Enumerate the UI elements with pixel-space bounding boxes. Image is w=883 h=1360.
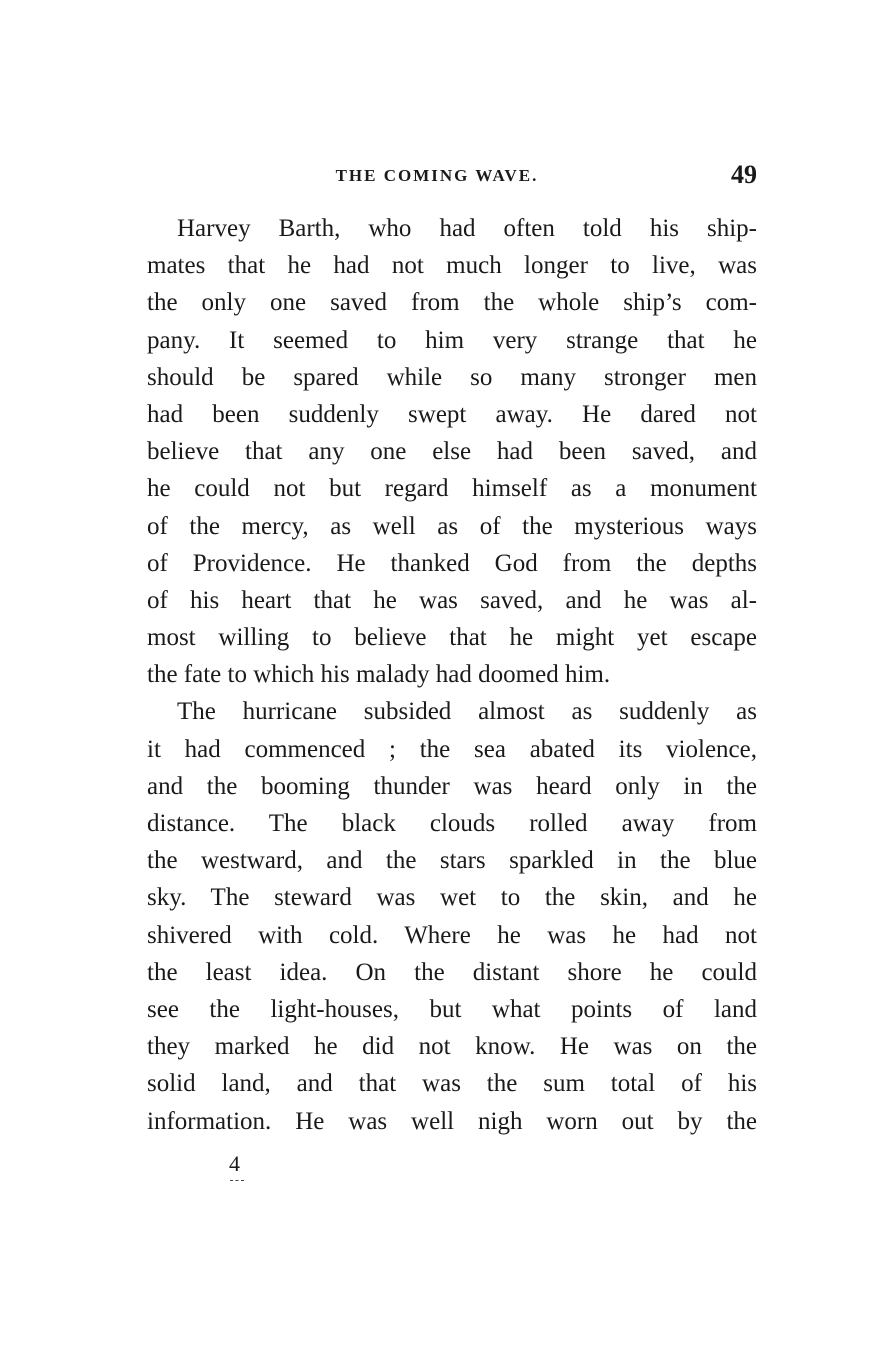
text-line: solid land, and that was the sum total of his: [147, 1070, 757, 1098]
text-line: shivered with cold. Where he was he had not: [147, 921, 757, 949]
text-line: The hurricane subsided almost as suddenly as: [177, 698, 757, 726]
text-line: pany. It seemed to him very strange that he: [147, 326, 757, 354]
text-line: distance. The black clouds rolled away from: [147, 810, 757, 837]
text-line: mates that he had not much longer to live, was: [147, 252, 757, 280]
running-title: THE COMING WAVE.: [335, 166, 539, 185]
page-number: 49: [731, 160, 757, 189]
text-line: Harvey Barth, who had often told his ship-: [177, 215, 757, 242]
text-line: should be spared while so many stronger men: [147, 363, 757, 391]
text-line: it had commenced ; the sea abated its violence,: [147, 735, 757, 763]
signature-mark: 4: [229, 1151, 240, 1176]
text-line: the westward, and the stars sparkled in the blue: [147, 847, 757, 875]
text-line: the fate to which his malady had doomed him.: [147, 661, 611, 689]
text-line: the only one saved from the whole ship’s com-: [147, 289, 757, 317]
text-line: had been suddenly swept away. He dared not: [147, 400, 757, 428]
body-text: [147, 210, 757, 1140]
text-line: he could not but regard himself as a monument: [147, 475, 757, 503]
text-line: of his heart that he was saved, and he was al-: [147, 586, 757, 614]
running-head: [147, 160, 757, 194]
text-line: sky. The steward was wet to the skin, and he: [147, 884, 757, 912]
text-line: and the booming thunder was heard only in the: [147, 772, 757, 800]
text-line: they marked he did not know. He was on the: [147, 1033, 757, 1061]
text-line: the least idea. On the distant shore he could: [147, 958, 757, 986]
text-line: information. He was well nigh worn out by the: [147, 1107, 757, 1135]
text-line: most willing to believe that he might yet escape: [147, 624, 757, 652]
text-line: of Providence. He thanked God from the depths: [147, 549, 757, 577]
text-line: believe that any one else had been saved, and: [147, 438, 757, 466]
signature-underline: [230, 1180, 244, 1183]
text-line: of the mercy, as well as of the mysterious ways: [147, 512, 757, 540]
text-line: see the light-houses, but what points of land: [147, 995, 757, 1023]
